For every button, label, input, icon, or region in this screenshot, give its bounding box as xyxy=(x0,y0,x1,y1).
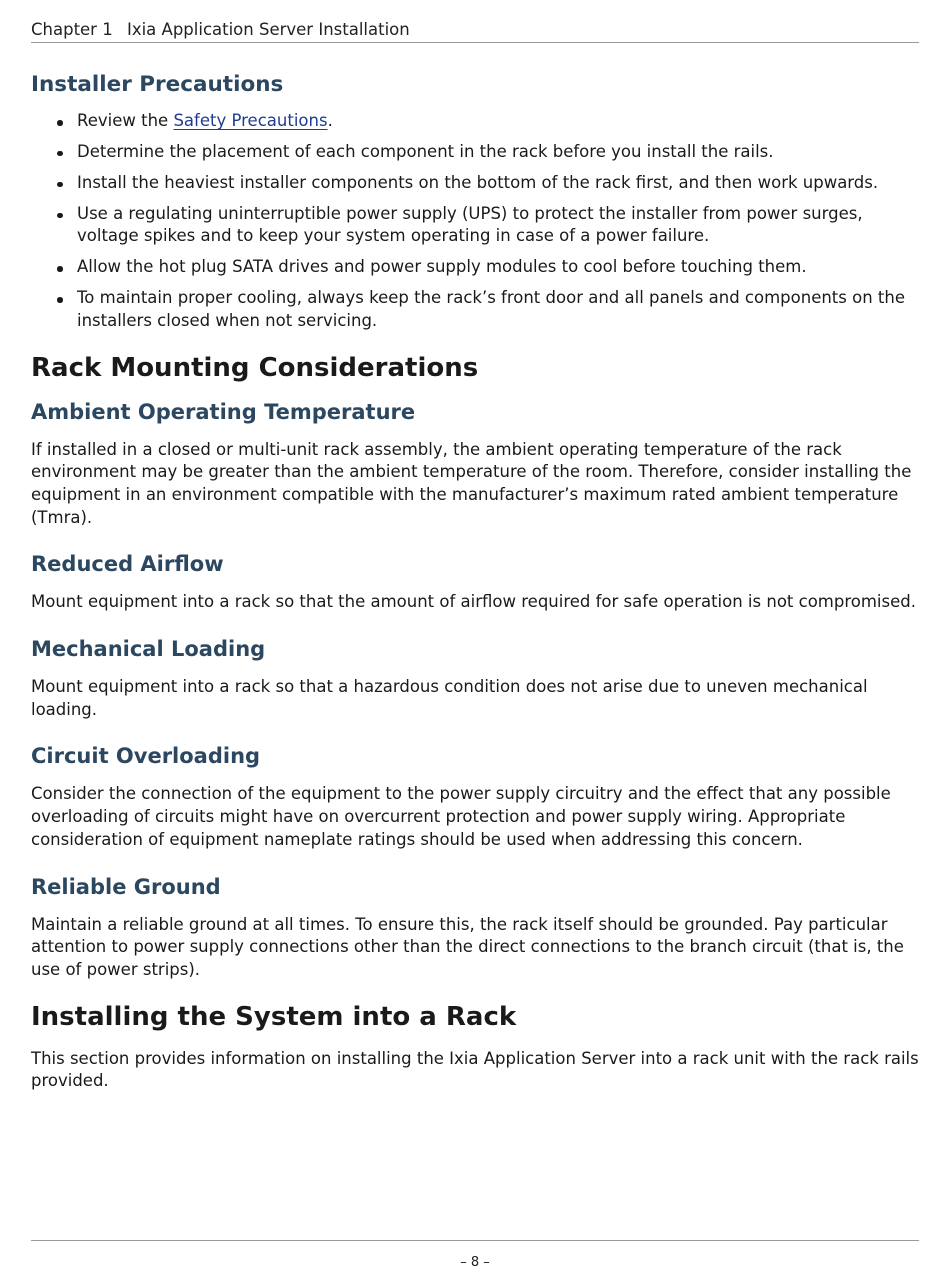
page-content xyxy=(31,70,919,1093)
page-number: – 8 – xyxy=(460,1255,490,1270)
precautions-list xyxy=(31,110,919,333)
ambient-temperature-body: If installed in a closed or multi-unit rack assembly, the ambient operating temperature of the rack environment may be greater than the ambient temperature of the room. Therefore, consider installing the equipment in an environment compatible with the manufacturer’s maximum rated ambient temperature (Tmra). xyxy=(31,439,912,527)
installer-precautions-heading: Installer Precautions xyxy=(31,72,284,97)
chapter-title: Ixia Application Server Installation xyxy=(126,20,410,39)
footer-divider xyxy=(31,1240,919,1241)
list-item-suffix: . xyxy=(327,111,333,130)
safety-precautions-link[interactable]: Safety Precautions xyxy=(173,111,328,130)
circuit-overloading-heading: Circuit Overloading xyxy=(31,744,261,769)
list-item: Use a regulating uninterruptible power supply (UPS) to protect the installer from power surges, voltage spikes and to keep your system operating in case of a power failure. xyxy=(31,203,919,248)
reliable-ground-heading: Reliable Ground xyxy=(31,874,221,899)
list-item: Determine the placement of each component in the rack before you install the rails. xyxy=(31,141,919,164)
reduced-airflow-heading: Reduced Airflow xyxy=(31,552,224,577)
reliable-ground-body: Maintain a reliable ground at all times. To ensure this, the rack itself should be grounded. Pay particular attention to power supply connections other than the direct connections to the branch circuit (that is, the use of power strips). xyxy=(31,914,904,979)
list-item xyxy=(31,110,919,133)
running-header xyxy=(31,19,919,43)
mechanical-loading-body: Mount equipment into a rack so that a hazardous condition does not arise due to uneven mechanical loading. xyxy=(31,677,868,719)
rack-mounting-heading: Rack Mounting Considerations xyxy=(31,352,479,383)
installing-system-body: This section provides information on installing the Ixia Application Server into a rack unit with the rack rails provided. xyxy=(31,1048,919,1091)
list-item: Allow the hot plug SATA drives and power supply modules to cool before touching them. xyxy=(31,256,919,279)
installing-system-heading: Installing the System into a Rack xyxy=(31,1001,517,1032)
list-item-prefix: Review the xyxy=(77,111,174,130)
circuit-overloading-body: Consider the connection of the equipment to the power supply circuitry and the effect that any possible overloading of circuits might have on overcurrent protection and power supply wiring. Appropriate consideration of equipment nameplate ratings should be used when addressing this concern. xyxy=(31,784,891,849)
list-item: To maintain proper cooling, always keep the rack’s front door and all panels and components on the installers closed when not servicing. xyxy=(31,287,919,332)
list-item: Install the heaviest installer components on the bottom of the rack first, and then work upwards. xyxy=(31,172,919,195)
mechanical-loading-heading: Mechanical Loading xyxy=(31,637,266,662)
reduced-airflow-body: Mount equipment into a rack so that the amount of airflow required for safe operation is not compromised. xyxy=(31,592,916,612)
ambient-temperature-heading: Ambient Operating Temperature xyxy=(31,399,416,424)
chapter-label: Chapter 1 xyxy=(31,20,113,39)
